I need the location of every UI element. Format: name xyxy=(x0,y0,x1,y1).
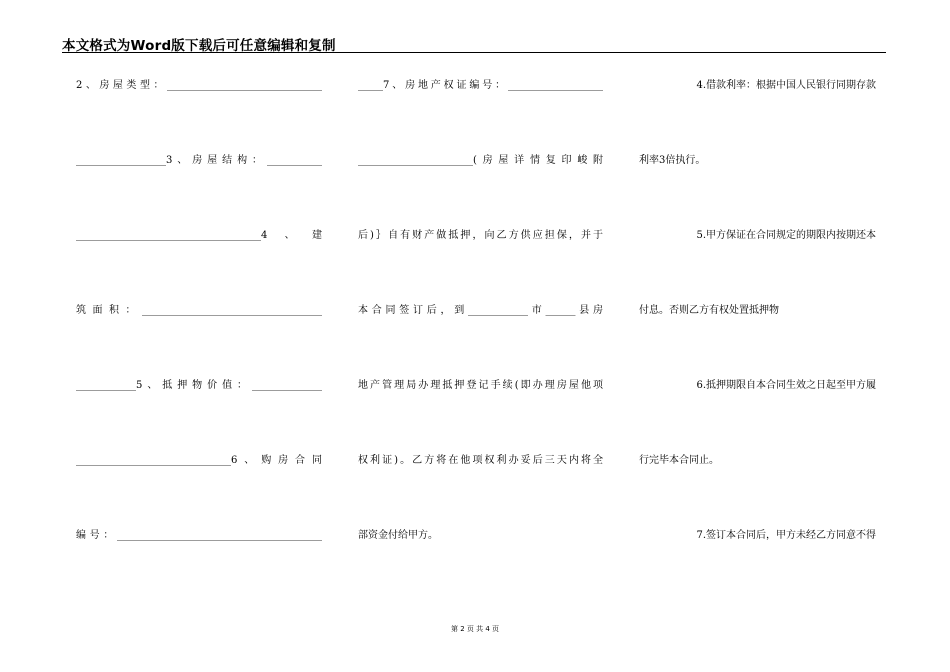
text-line: 利率3倍执行。 xyxy=(639,155,706,166)
text-line: 部资金付给甲方。 xyxy=(358,530,438,541)
page-header-title: 本文格式为Word版下载后可任意编辑和复制 xyxy=(62,38,336,54)
text-line: 2、房屋类型：_______________________________ xyxy=(76,80,322,91)
text-line: 筑面积：____________________________________ xyxy=(76,305,322,316)
text-line: 4.借款利率：根据中国人民银行同期存款 xyxy=(696,80,876,91)
text-line: _______________________(房屋详情复印峻附 xyxy=(358,155,603,166)
text-line: _____7、房地产权证编号：___________________ xyxy=(358,80,603,91)
text-line: 地产管理局办理抵押登记手续(即办理房屋他项 xyxy=(358,380,603,391)
text-line: 5.甲方保证在合同规定的期限内按期还本 xyxy=(696,230,876,241)
text-line: 权利证)。乙方将在他项权利办妥后三天内将全 xyxy=(358,455,603,466)
text-line: ____________5、抵押物价值：______________ xyxy=(76,380,322,391)
text-line: 6.抵押期限自本合同生效之日起至甲方履 xyxy=(696,380,876,391)
page-number: 第 2 页 共 4 页 xyxy=(450,625,500,633)
text-line: 7.签订本合同后，甲方未经乙方同意不得 xyxy=(696,530,876,541)
text-line: _____________________________________4、建 xyxy=(76,230,322,241)
text-line: 编号：_________________________________________ xyxy=(76,530,322,541)
text-line: 本合同签订后，到____________市______县房 xyxy=(358,305,603,316)
text-line: _______________________________6、购房合同 xyxy=(76,455,322,466)
text-line: __________________3、房屋结构：___________ xyxy=(76,155,322,166)
text-line: 付息。否则乙方有权处置抵押物 xyxy=(639,305,779,316)
text-line: 后)｝自有财产做抵押，向乙方供应担保，并于 xyxy=(358,230,603,241)
header-divider xyxy=(62,52,886,53)
text-line: 行完毕本合同止。 xyxy=(639,455,719,466)
